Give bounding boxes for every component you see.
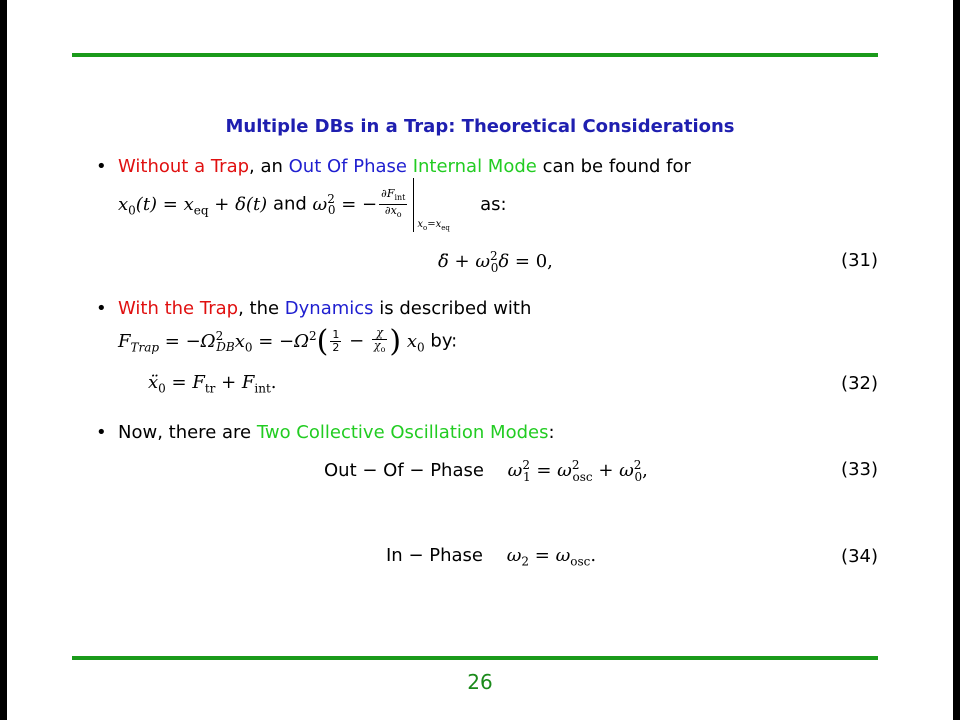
bullet2-by: by:	[430, 330, 458, 352]
equation-31: δ̈ + $\omega^2_0\delta = 0$,	[438, 249, 553, 275]
math-omega0-def: $\omega^2_0$ = − $\frac{\partial F_{int}}{\partial x_o}$	[312, 187, 406, 220]
bullet1-red-text: Without a Trap	[118, 156, 250, 177]
bullet2-blue-text: Dynamics	[284, 298, 374, 319]
math-ftrap: $F_{Trap} = -\Omega^2_{DB}x_0 = -\Omega^2$	[118, 328, 317, 355]
equation-32-number: (32)	[841, 373, 878, 394]
bullet3-line1	[118, 422, 555, 443]
bullet-dot: •	[96, 298, 107, 319]
equation-34-number: (34)	[841, 546, 878, 567]
bullet2-line2: $F_{Trap} = -\Omega^2_{DB}x_0 = -\Omega^2$( $\frac{1}{2}$ − $\frac{\chi}{\chi_o}$ ) $x_0$ by:	[118, 324, 458, 359]
bullet1-line1	[118, 156, 691, 177]
bullet2-red-text: With the Trap	[118, 298, 239, 319]
bullet1-green-text: Internal Mode	[412, 156, 537, 177]
equation-33-number: (33)	[841, 459, 878, 480]
bullet1-text-1: , an	[249, 156, 289, 177]
right-frame-border	[953, 0, 960, 720]
bullet1-line2	[118, 188, 507, 242]
bullet3-green-text: Two Collective Oscillation Modes	[256, 422, 549, 443]
bullet3-text-2: :	[548, 422, 555, 443]
math-x0-def: $x_0(t) = x_{eq} + \delta(t)$	[118, 193, 268, 218]
bullet1-blue-text: Out Of Phase	[288, 156, 407, 177]
equation-31-number: (31)	[841, 250, 878, 271]
math-eval-bar: $x_o=x_{eq}$	[413, 178, 474, 232]
equation-32: ẍ$_0$ = $F_{tr} + F_{int}$.	[148, 372, 277, 396]
bullet2-text-2: is described with	[373, 298, 532, 319]
bullet2-line1	[118, 298, 531, 319]
bullet1-text-3: can be found for	[536, 156, 691, 177]
page-number: 26	[467, 670, 493, 694]
math-fraction: $\frac{\partial F_{int}}{\partial x_o}$	[381, 187, 406, 220]
bottom-rule	[72, 656, 878, 660]
equation-33: Out − Of − Phase $\omega^2_1 = \omega^2_{osc} + \omega^2_0$,	[324, 458, 648, 484]
top-rule	[72, 53, 878, 57]
bullet3-text-1: Now, there are	[118, 422, 257, 443]
slide-title: Multiple DBs in a Trap: Theoretical Considerations	[225, 116, 735, 137]
left-frame-border	[0, 0, 7, 720]
mode2-label: In − Phase	[386, 545, 483, 566]
equation-34: In − Phase $\omega_2 = \omega_{osc}$.	[386, 545, 597, 569]
bullet2-text-1: , the	[238, 298, 285, 319]
bullet-dot: •	[96, 156, 107, 177]
bullet-dot: •	[96, 422, 107, 443]
bullet1-as: as:	[480, 193, 507, 215]
bullet1-and: and	[272, 193, 307, 215]
mode1-label: Out − Of − Phase	[324, 460, 484, 481]
